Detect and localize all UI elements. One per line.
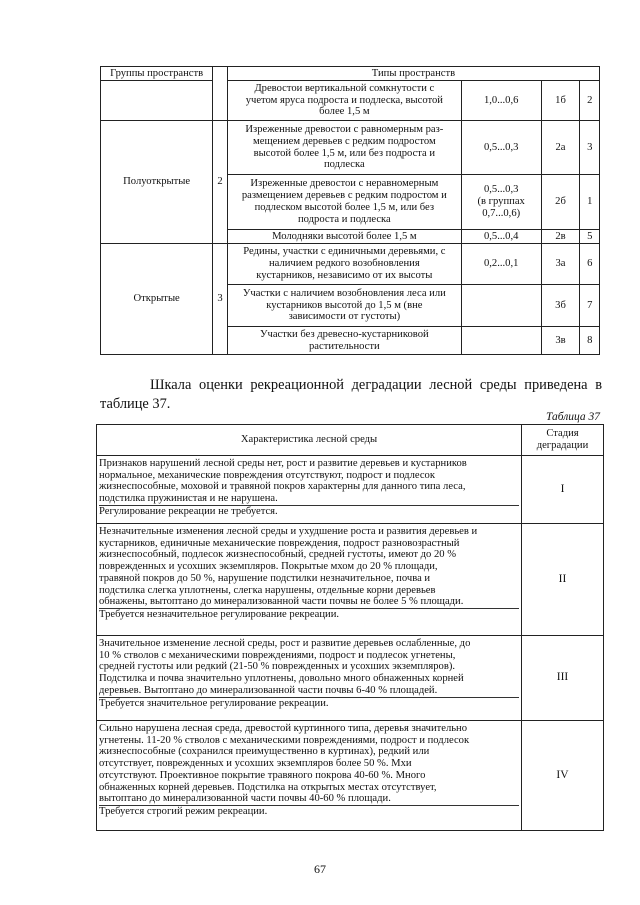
space-type-desc: Участки с наличием возобновления леса или кустарников высотой до 1,5 м (вне зависимости от густоты) (227, 285, 461, 327)
space-type-desc: Древостои вертикальной сомкнутости с учетом яруса подроста и подлеска, высотой более 1,5 м (227, 81, 461, 121)
header-stage: Стадия деградации (522, 425, 604, 456)
group-num (213, 81, 228, 121)
degradation-stage: IV (522, 721, 604, 831)
header-types: Типы пространств (227, 67, 599, 81)
space-type-desc: Изреженные древостои с равномерным раз- мещением деревьев с редким подростом высотой более 1,5 м, или без подроста и подлеска (227, 121, 461, 175)
recreation-requirement: Требуется незначительное регулирование рекреации. (99, 608, 519, 621)
table-row (97, 524, 604, 636)
group-name (101, 81, 213, 121)
type-code: 3а (541, 244, 580, 285)
density-value (461, 285, 541, 327)
type-order: 2 (580, 81, 600, 121)
density-value: 0,5...0,4 (461, 230, 541, 244)
space-type-desc: Изреженные древостои с неравномерным размещением деревьев с редким подростом и подлеском высотой более 1,5 м, или без подроста и подлеска (227, 175, 461, 230)
space-type-desc: Участки без древесно-кустарниковой растительности (227, 327, 461, 355)
characteristic-text: Значительное изменение лесной среды, рост и развитие деревьев ослабленные, до 10 % стволов с механическими повреждениями, подрост и подлесок угнетены, средней густоты или редкий (21-50 % поврежденных и усохших экземпляров). Подстилка и почва значительно уплотнены, довольно много обнаженных корней деревьев. Вытоптано до минерализованной части почвы 6-40 % площадей. Требуется значительное регулирование рекреации. (97, 636, 522, 721)
characteristic-text: Незначительные изменения лесной среды и ухудшение роста и развития деревьев и кустарников, единичные механические повреждения, подрост разновозрастный жизнеспособный, подлесок жизнеспособный, средней густоты, имеют до 20 % поврежденных и усохших экземпляров. Покрытые мхом до 20 % площади, травяной покров до 50 %, нарушение подстилки незначительное, почва и подстилка слегка уплотнены, слегка нарушены, отдельные корни деревьев обнажены, вытоптано до минерализованной части почвы не более 5 % площади. Требуется незначительное регулирование рекреации. (97, 524, 522, 636)
type-code: 3в (541, 327, 580, 355)
body-paragraph: Шкала оценки рекреационной деградации лесной среды приведена в таблице 37. (100, 377, 602, 412)
group-num: 2 (213, 121, 228, 244)
page-number: 67 (314, 862, 326, 876)
table-row (97, 721, 604, 831)
type-code: 2в (541, 230, 580, 244)
table-row (97, 636, 604, 721)
header-characteristic: Характеристика лесной среды (97, 425, 522, 456)
space-type-desc: Редины, участки с единичными деревьями, с наличием редкого возобновления кустарников, независимо от их высоты (227, 244, 461, 285)
density-value: 0,5...0,3 (в группах 0,7...0,6) (461, 175, 541, 230)
type-code: 2б (541, 175, 580, 230)
type-order: 1 (580, 175, 600, 230)
space-type-desc: Молодняки высотой более 1,5 м (227, 230, 461, 244)
density-value: 0,5...0,3 (461, 121, 541, 175)
density-value: 0,2...0,1 (461, 244, 541, 285)
density-value: 1,0...0,6 (461, 81, 541, 121)
type-order: 6 (580, 244, 600, 285)
group-name: Открытые (101, 244, 213, 355)
recreation-requirement: Требуется значительное регулирование рекреации. (99, 697, 519, 710)
degradation-stage: III (522, 636, 604, 721)
table-row (101, 121, 600, 175)
space-types-table (100, 66, 600, 355)
degradation-stage: II (522, 524, 604, 636)
type-code: 2а (541, 121, 580, 175)
group-name: Полуоткрытые (101, 121, 213, 244)
type-code: 3б (541, 285, 580, 327)
density-value (461, 327, 541, 355)
type-order: 3 (580, 121, 600, 175)
degradation-scale-table (96, 424, 604, 831)
type-order: 7 (580, 285, 600, 327)
characteristic-text: Сильно нарушена лесная среда, древостой куртинного типа, деревья значительно угнетены. 11-20 % стволов с механическими повреждениями, подрост и подлесок жизнеспособные (сохранился преимущественно в куртинах), редкий или отсутствует, поврежденных и усохших экземпляров более 50 %. Мхи отсутствуют. Проективное покрытие травяного покрова 40-60 %. Много обнаженных корней деревьев. Подстилка на открытых местах отсутствует, вытоптано до минерализованной части почвы 40-60 % площади. Требуется строгий режим рекреации. (97, 721, 522, 831)
type-code: 1б (541, 81, 580, 121)
header-spacer (213, 67, 228, 81)
type-order: 5 (580, 230, 600, 244)
characteristic-text: Признаков нарушений лесной среды нет, рост и развитие деревьев и кустарников нормальное, механические повреждения отсутствуют, подрост и подлесок жизнеспособные, моховой и травяной покров характерны для данного типа леса, подстилка пружинистая и не нарушена. Регулирование рекреации не требуется. (97, 456, 522, 524)
table-caption: Таблица 37 (545, 411, 600, 423)
recreation-requirement: Требуется строгий режим рекреации. (99, 805, 519, 818)
table-header-row (101, 67, 600, 81)
header-groups: Группы пространств (101, 67, 213, 81)
group-num: 3 (213, 244, 228, 355)
table-header-row (97, 425, 604, 456)
recreation-requirement: Регулирование рекреации не требуется. (99, 505, 519, 518)
degradation-stage: I (522, 456, 604, 524)
table-row (97, 456, 604, 524)
table-row (101, 244, 600, 285)
table-row (101, 81, 600, 121)
type-order: 8 (580, 327, 600, 355)
